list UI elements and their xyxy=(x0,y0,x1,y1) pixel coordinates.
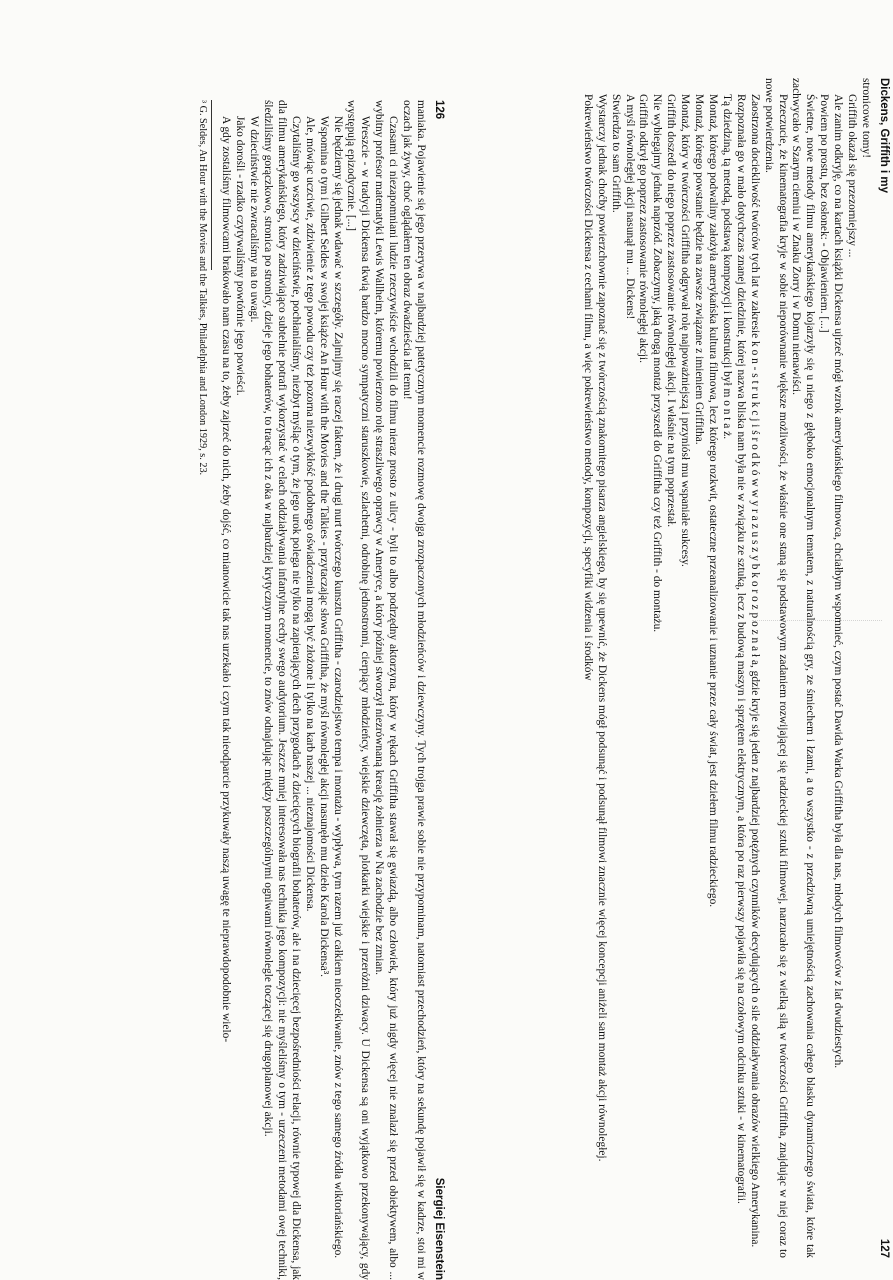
paragraph: Pokrewieństwo twórczości Dickensa z cechami filmu, a więc pokrewieństwo metody, kompozycji, specyfiki widzenia i środków xyxy=(581,94,594,681)
paragraph: Tą dziedziną, tą metodą, podstawą kompozycji i konstrukcji był m o n t a ż. xyxy=(720,94,733,440)
paragraph: Nie wybiegajmy jednak naprzód. Zobaczymy, jaką drogą montaż przyszedł do Griffitha czy też Griffith - do montażu. xyxy=(651,94,664,633)
paragraph: Czasami ci niezapomniani ludzie rzeczywiście wchodzili do filmu nieraz prosto z ulicy - byli to albo podrzędny aktorzyna, który w rękach Griffitha stawał się gwiazdą, albo człowiek, który już nigdy więcej nie znalazł się przed obiektywem, albo ... wybitny profesor matematyki Lewis Wallheim, któremu powierzono rolę straszliwego oprawcy w Ameryce, a który później stworzył niezrównaną kreację żołnierza w Na zachodzie bez zmian. xyxy=(373,100,400,1280)
footnote-rule xyxy=(211,100,212,270)
paragraph: Stwierdza to sam Griffith. xyxy=(609,94,622,213)
left-page xyxy=(35,100,445,1280)
paragraph: Wreszcie - w tradycji Dickensa tkwią bardzo mocno sympatyczni staruszkowie, szlachetni, odrobinę jednostronni, cierpiący młodzieńcy, wiejskie dziewczęta, plotkarki wiejskie i przeróżni dziwacy. U Dickensa są oni wyjątkowo przekonywający, gdy występują epizodycznie. [...] xyxy=(345,100,372,1280)
paragraph: W dzieciństwie nie zwracaliśmy na to uwagi. xyxy=(248,116,261,323)
paragraph: Jako dorośli - rzadko czytywaliśmy powtórnie jego powieści. xyxy=(234,116,247,396)
footnote: ³ G. Seldes, An Hour with the Movies and the Talkies, Philadelphia and London 1929, s. 23. xyxy=(197,100,209,476)
page-header xyxy=(429,100,445,1280)
running-head: Dickens, Griffith i my xyxy=(878,78,890,194)
page-number: 127 xyxy=(878,1238,890,1258)
paragraph: Montaż, którego powstanie będzie na zawsze związane z imieniem Griffitha. xyxy=(693,94,706,445)
body-text xyxy=(580,78,872,1258)
paragraph: stronicowe tomy! xyxy=(860,78,872,159)
paragraph: A gdy zostaliśmy filmowcami brakowało nam czasu na to, żeby zajrzeć do nich, żeby dojść, co mianowicie tak nas urzekało i czym tak nieodparcie przykuwały naszą uwagę te nieprawdopodobnie wielo- xyxy=(220,116,233,1043)
page-number: 126 xyxy=(433,100,445,120)
paragraph: Wystarczy jednak choćby powierzchownie zapoznać się z twórczością znakomitego pisarza angielskiego, by się upewnić, że Dickens mógł podsunąć i podsunął filmowi znacznie więcej koncepcji aniżeli sam montaż akcji równoległej. xyxy=(595,94,608,1162)
paragraph: Czytaliśmy go wszyscy w dzieciństwie, pochłanialiśmy, niezbyt myśląc o tym, że jego urok polega nie tylko na zapierających dech przygodach z dziecięcych biografii bohaterów, ale i na dziecięcej bezpośredniości relacji, równie typowej dla Dickensa, jak dla filmu amerykańskiego, który zadziwiająco subtelnie potrafi wykorzystać w celach oddziaływania infantylne cechy swego audytorium. Jeszcze mniej interesowała nas technika jego kompozycji: nie myśleliśmy o tym - urzeczeni metodami owej techniki, śledziliśmy gorączkowo, stronica po stronicy, dzieje jego bohaterów, to tracąc ich z oka w najbardziej krytycznym momencie, to znów odnajdując między poszczególnymi ogniwami równolegle toczącej się drugoplanowej akcji. xyxy=(262,100,302,1280)
page-header xyxy=(874,78,890,1258)
right-page xyxy=(480,78,890,1258)
body-text xyxy=(218,100,427,1280)
running-head: Siergiej Eisenstein xyxy=(433,1177,445,1280)
paragraph: Powiem po prostu, bez osłonek: - Objawieniem. [...] xyxy=(818,94,831,333)
paragraph: Wspomina o tym i Gilbert Seldes w swojej książce An Hour with the Movies and the Talkies - przytaczając słowa Griffitha, że myśl równoległej akcji nasunęło mu dzieło Karola Dickensa³. xyxy=(317,116,330,978)
paragraph: Griffith odkrył go poprzez zastosowanie równoległej akcji. xyxy=(637,94,650,363)
paragraph: Rozpoznała go w mało dotychczas znanej dziedzinie, której nazwa bliska nam była nie w związku ze sztuką, lecz z budową maszyn i sprzętem elektrycznym, a która po raz pierwszy pojawiła się na czołowym odcinku sztuki - w kinematografii. xyxy=(734,94,747,1204)
paragraph: Griffith doszedł do niego poprzez zastosowanie równoległej akcji. I właśnie na tym poprzestał. xyxy=(665,94,678,528)
paragraph: maniaka. Pojawienie się jego przerywa w najbardziej patetycznym momencie rozmowę dwojga zrozpaczonych młodzieńców i dziewczyny. Tych trojga prawie sobie nie przypominam, natomiast przechodzień, który na sekundę pojawił się w kadrze, stoi mi w oczach jak żywy, choć oglądałem ten obraz dwadzieścia lat temu! xyxy=(401,100,427,1280)
paragraph: Nie będziemy się jednak wdawać w szczegóły. Zajmijmy się raczej faktem, że i drugi nurt twórczego kunsztu Griffitha - czarodziejstwo tempa i montażu - wypływa, tym razem już całkiem nieoczekiwanie, znów z tego samego źródła wiktoriańskiego. xyxy=(331,116,344,1259)
paragraph: Przeczucie, że kinematografia kryje w sobie nieporównanie większe możliwości, że właśnie one staną się podstawowym zadaniem rozwijającej się radzieckiej sztuki filmowej, narzucało się z wielką siłą w twórczości Griffitha, znajdując w niej coraz to nowe potwierdzenia. xyxy=(762,78,789,1258)
paragraph: Świetne, nowe metody filmu amerykańskiego kojarzyły się u niego z głęboko emocjonalnym tematem, z naturalnością gry, ze śmiechem i łzami, a to wszystko - z przedziwną umiejętnością zachowania całego blasku dynamicznego świata, które tak zachwycało w Szarym ciemiu i w Znaku Zorry i w Domu nienawiści. xyxy=(790,78,817,1258)
paragraph: Zaostrzona dociekliwość twórców tych lat w zakresie k o n - s t r u k c j i ś r o d k ó w w y r a z u s z y b k o r o z p o z n a ł a, gdzie kryje się jeden z najbardziej potężnych czynników decydujących o sile oddziaływania obrazów wielkiego Amerykanina. xyxy=(748,94,761,1248)
paragraph: Montaż, którego podwaliny założyła amerykańska kultura filmowa, lecz którego rozkwit, ostateczne przeanalizowanie i uznanie przez cały świat, jest dziełem filmu radzieckiego. xyxy=(707,94,720,908)
paragraph: Griffith okazał się przezorniejszy ... xyxy=(846,94,859,258)
paragraph: A myśl równoległej akcji nasunął mu ... Dickens! xyxy=(623,94,636,320)
paragraph: Ale zanim odkryję, co na kartach książki Dickensa ujrzeć mógł wzrok amerykańskiego filmowca, chciałbym wspomnieć, czym postać Dawida Warka Griffitha była dla nas, młodych filmowców z lat dwudziestych. xyxy=(832,94,845,1069)
paragraph: Montaż, który w twórczości Griffitha odgrywał rolę najpoważniejszą i przyniósł mu wspaniałe sukcesy. xyxy=(679,94,692,567)
paragraph: Ale, mówiąc uczciwie, zdziwienie z tego powodu czy też pozorna niezwykłość podobnego oświadczenia mogą być złożone li tylko na karb naszej ... nieznajomości Dickensa. xyxy=(303,116,316,912)
